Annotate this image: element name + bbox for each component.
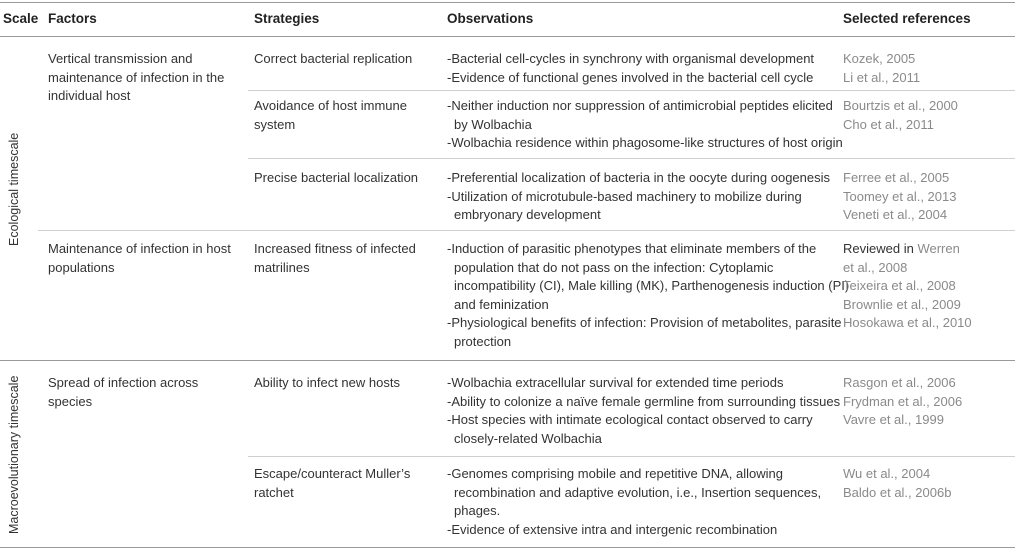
factor-line: Maintenance of infection in host <box>48 241 231 256</box>
scale-divider <box>0 360 1015 361</box>
observation-line: -Ability to colonize a naïve female germline from surrounding tissues <box>447 393 841 409</box>
reference-line <box>843 240 972 259</box>
observation-line: incompatibility (CI), Male killing (MK), Parthenogenesis induction (PI) <box>454 278 850 293</box>
observation-line: protection <box>454 333 512 349</box>
scale-label-macroevolutionary: Macroevolutionary timescale <box>7 375 21 534</box>
row-divider <box>38 230 1015 231</box>
reference-line: Brownlie et al., 2009 <box>843 296 961 312</box>
top-rule <box>0 2 1015 3</box>
observation-line: embryonary development <box>454 207 601 222</box>
observation-line: phages. <box>454 503 501 518</box>
references-cell <box>843 374 962 430</box>
strategy-line: Avoidance of host immune <box>254 98 407 113</box>
header-references: Selected references <box>843 11 971 26</box>
factor-vertical-transmission <box>48 50 224 106</box>
factor-line: Vertical transmission and <box>48 51 193 66</box>
reference-line: Rasgon et al., 2006 <box>843 375 956 390</box>
header-scale: Scale <box>3 11 39 26</box>
references-cell <box>843 50 920 87</box>
reference-line: Veneti et al., 2004 <box>843 207 948 222</box>
strategy-cell <box>254 169 418 188</box>
observation-line: -Wolbachia extracellular survival for extended time periods <box>447 375 784 390</box>
strategy-cell <box>254 240 416 277</box>
observation-line: -Utilization of microtubule-based machinery to mobilize during <box>447 188 802 204</box>
observation-line: recombination and adaptive evolution, i.e., Insertion sequences, <box>454 484 822 500</box>
observations-cell <box>447 240 849 351</box>
reference-line: Vavre et al., 1999 <box>843 412 944 427</box>
observation-line: -Neither induction nor suppression of antimicrobial peptides elicited <box>447 98 833 113</box>
header-factors: Factors <box>48 11 97 26</box>
strategy-line: Correct bacterial replication <box>254 51 413 66</box>
header-rule <box>0 36 1015 37</box>
observation-line: -Induction of parasitic phenotypes that eliminate members of the <box>447 241 817 256</box>
strategy-line: Ability to infect new hosts <box>254 375 400 390</box>
reference-line: Hosokawa et al., 2010 <box>843 315 972 330</box>
observation-line: by Wolbachia <box>454 116 532 132</box>
observation-line: -Evidence of extensive intra and intergenic recombination <box>447 521 778 537</box>
reference-author: Werren <box>917 241 960 256</box>
strategy-line: matrilines <box>254 259 310 275</box>
reference-line: Kozek, 2005 <box>843 51 916 66</box>
strategy-line: Increased fitness of infected <box>254 241 416 256</box>
header-strategies: Strategies <box>254 11 320 26</box>
strategy-line: ratchet <box>254 484 294 500</box>
observation-line: -Evidence of functional genes involved in the bacterial cell cycle <box>447 69 814 85</box>
reference-prefix: Reviewed in <box>843 241 914 256</box>
observation-line: -Preferential localization of bacteria in the oocyte during oogenesis <box>447 170 831 185</box>
factor-line: Spread of infection across <box>48 375 199 390</box>
strategy-line: Precise bacterial localization <box>254 170 419 185</box>
observation-line: -Physiological benefits of infection: Provision of metabolites, parasite <box>447 315 842 330</box>
row-divider <box>248 456 1015 457</box>
references-cell <box>843 465 951 502</box>
reference-line: Baldo et al., 2006b <box>843 484 952 500</box>
reference-line: Li et al., 2011 <box>843 69 921 85</box>
observations-cell <box>447 465 821 539</box>
row-divider <box>248 158 1015 159</box>
row-divider <box>248 90 1015 91</box>
factor-line: populations <box>48 259 115 275</box>
scale-label-ecological: Ecological timescale <box>7 132 21 246</box>
reference-line: Ferree et al., 2005 <box>843 170 950 185</box>
factor-host-populations <box>48 240 231 277</box>
header-observations: Observations <box>447 11 534 26</box>
observations-cell <box>447 97 843 153</box>
strategy-line: Escape/counteract Muller’s <box>254 466 411 481</box>
reference-line: Teixeira et al., 2008 <box>843 278 956 293</box>
strategy-cell <box>254 97 407 134</box>
references-cell <box>843 240 972 333</box>
strategy-cell <box>254 465 410 502</box>
observation-line: population that do not pass on the infection: Cytoplamic <box>454 259 774 275</box>
strategy-line: system <box>254 116 296 132</box>
reference-line: Bourtzis et al., 2000 <box>843 98 958 113</box>
reference-line: et al., 2008 <box>843 259 908 275</box>
strategy-cell <box>254 50 412 69</box>
factor-line: maintenance of infection in the <box>48 69 225 85</box>
observations-cell <box>447 374 840 448</box>
observation-line: -Wolbachia residence within phagosome-like structures of host origin <box>447 135 843 150</box>
reference-line: Frydman et al., 2006 <box>843 393 963 409</box>
observation-line: and feminization <box>454 296 549 312</box>
observation-line: -Genomes comprising mobile and repetitive DNA, allowing <box>447 466 783 481</box>
strategy-cell <box>254 374 400 393</box>
observation-line: -Bacterial cell-cycles in synchrony with organismal development <box>447 51 815 66</box>
reference-line: Toomey et al., 2013 <box>843 188 957 204</box>
factor-line: species <box>48 393 93 409</box>
references-cell <box>843 97 958 134</box>
reference-line: Cho et al., 2011 <box>843 116 934 132</box>
bottom-rule <box>0 547 1015 548</box>
observation-line: -Host species with intimate ecological contact observed to carry <box>447 412 813 427</box>
factor-spread-across-species <box>48 374 198 411</box>
observations-cell <box>447 169 830 225</box>
observations-cell <box>447 50 814 87</box>
reference-line: Wu et al., 2004 <box>843 466 931 481</box>
references-cell <box>843 169 956 225</box>
observation-line: closely-related Wolbachia <box>454 430 602 446</box>
factor-line: individual host <box>48 88 131 103</box>
